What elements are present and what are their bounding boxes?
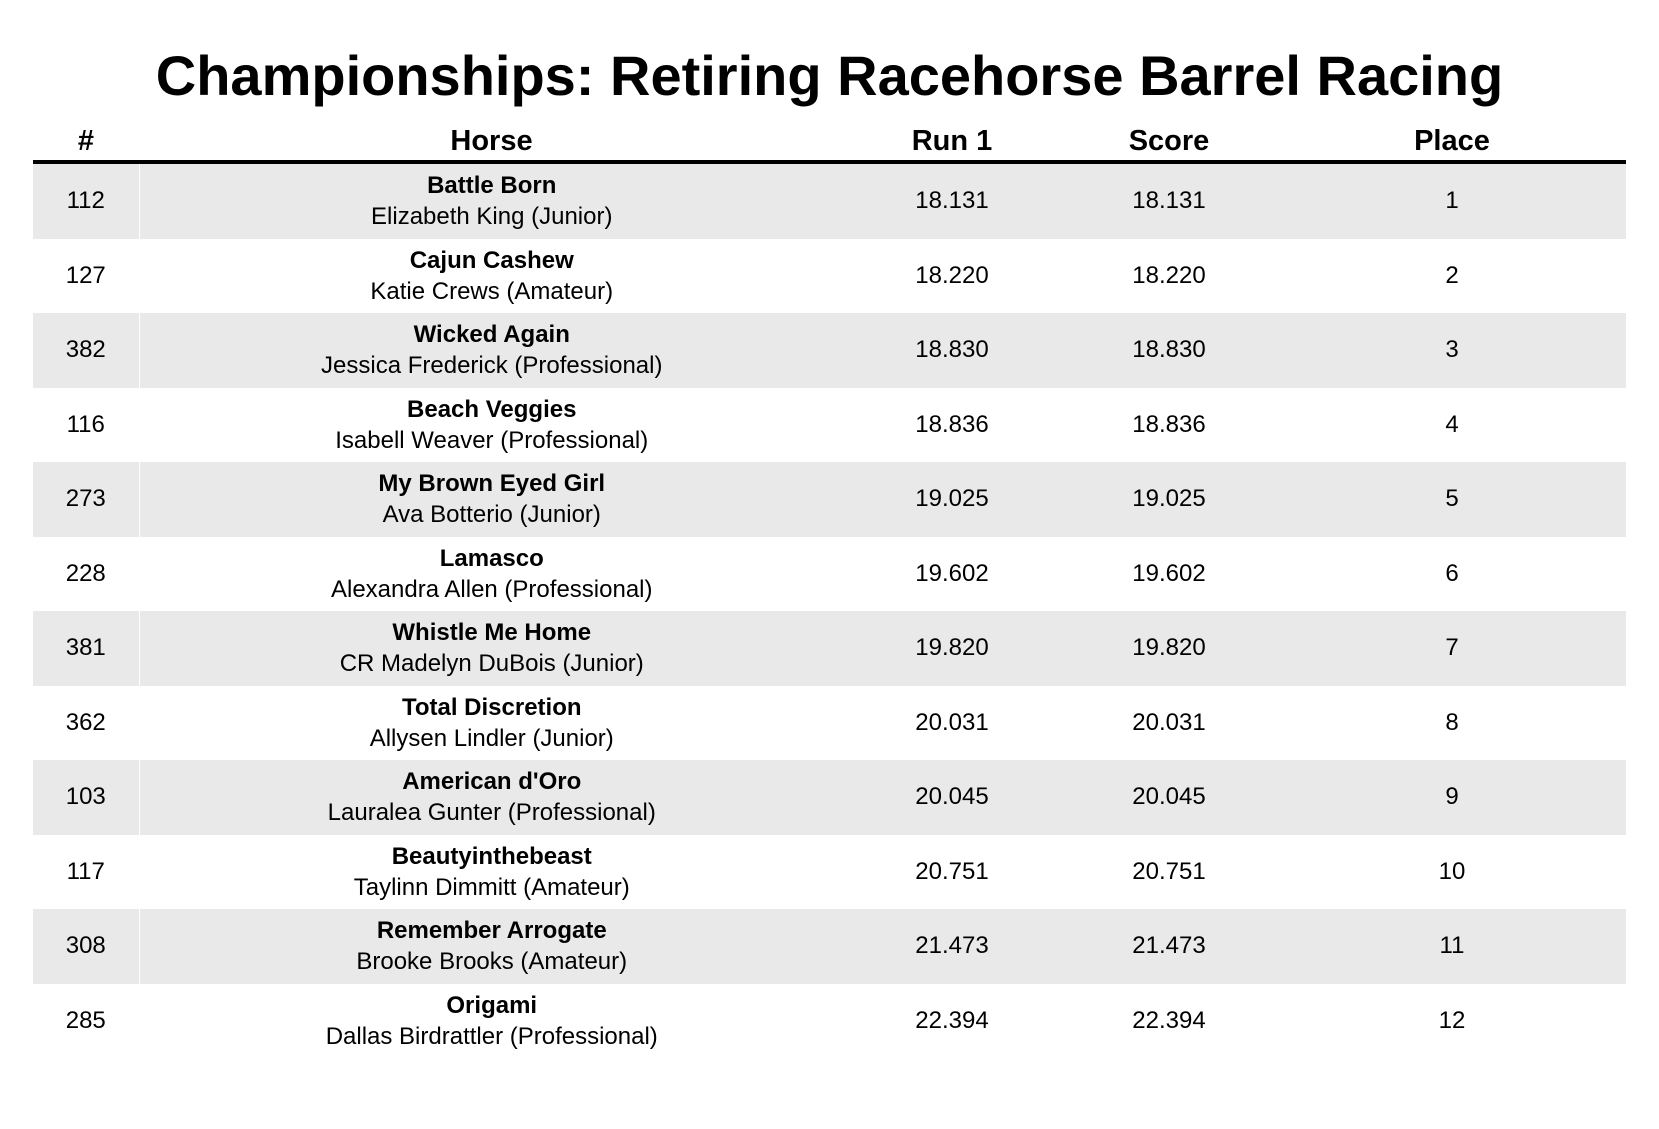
rider-name: Isabell Weaver (Professional) [335,426,649,454]
place-value: 10 [1438,857,1466,885]
horse-cell [139,686,844,761]
rider-name: Elizabeth King (Junior) [371,203,613,231]
table-header-row [33,114,1626,162]
run-1-time: 21.473 [844,909,1060,984]
horse-name: Origami [446,991,538,1019]
run-1-time: 18.836 [915,410,989,438]
score-value: 20.045 [1060,760,1278,835]
table-row [33,909,1626,984]
table-row [33,835,1626,910]
score-value: 20.031 [1132,708,1206,736]
horse-cell [139,909,844,984]
score-value: 18.131 [1060,162,1278,239]
page-title: Championships: Retiring Racehorse Barrel Racing [155,44,1504,107]
run-1-time: 18.131 [844,162,1060,239]
column-header-score: Score [1060,114,1278,162]
entry-number: 382 [33,313,139,388]
entry-number: 285 [33,984,139,1059]
table-row [33,611,1626,686]
column-header-run-1: Run 1 [844,114,1060,162]
column-header-horse: Horse [139,114,844,162]
horse-cell [139,239,844,314]
rider-name: Jessica Frederick (Professional) [321,352,663,380]
score-value: 19.025 [1060,462,1278,537]
place-value: 7 [1278,611,1626,686]
horse-name: Lamasco [439,544,544,572]
horse-cell [139,537,844,612]
run-1-time: 22.394 [915,1006,989,1034]
run-1-time: 20.751 [915,857,989,885]
table-row [33,462,1626,537]
rider-name: Lauralea Gunter (Professional) [327,799,656,827]
horse-name: Remember Arrogate [376,917,607,945]
place-value: 4 [1445,410,1459,438]
table-row [33,984,1626,1059]
score-value: 22.394 [1132,1006,1206,1034]
place-value: 3 [1278,313,1626,388]
entry-number: 308 [33,909,139,984]
place-value: 6 [1445,559,1459,587]
horse-name: Total Discretion [401,693,582,721]
run-1-time: 19.602 [915,559,989,587]
table-row [33,162,1626,239]
entry-number: 117 [33,835,139,910]
score-value: 20.751 [1132,857,1206,885]
run-1-time: 20.031 [915,708,989,736]
entry-number: 103 [33,760,139,835]
horse-name: American d'Oro [402,768,582,796]
horse-cell [139,760,844,835]
place-value: 11 [1278,909,1626,984]
score-value: 19.602 [1132,559,1206,587]
entry-number: 273 [33,462,139,537]
horse-cell [139,984,844,1059]
horse-name: Cajun Cashew [409,246,574,274]
table-row [33,537,1626,612]
table-row [33,313,1626,388]
results-table [33,114,1626,1058]
run-1-time: 19.820 [844,611,1060,686]
rider-name: Ava Botterio (Junior) [382,501,601,529]
column-header-place: Place [1278,114,1626,162]
entry-number: 381 [33,611,139,686]
horse-cell [139,388,844,463]
score-value: 18.220 [1132,261,1206,289]
rider-name: Allysen Lindler (Junior) [369,724,614,752]
score-value: 18.830 [1060,313,1278,388]
entry-number: 112 [33,162,139,239]
rider-name: Taylinn Dimmitt (Amateur) [353,873,630,901]
run-1-time: 19.025 [844,462,1060,537]
table-row [33,239,1626,314]
rider-name: Katie Crews (Amateur) [370,277,614,305]
horse-cell [139,462,844,537]
entry-number: 228 [33,537,139,612]
entry-number: 127 [33,239,139,314]
entry-number: 362 [33,686,139,761]
place-value: 8 [1445,708,1459,736]
results-body [33,162,1626,1058]
run-1-time: 18.830 [844,313,1060,388]
place-value: 5 [1278,462,1626,537]
horse-cell [139,611,844,686]
horse-name: My Brown Eyed Girl [378,470,606,498]
rider-name: Alexandra Allen (Professional) [330,575,653,603]
score-value: 21.473 [1060,909,1278,984]
score-value: 18.836 [1132,410,1206,438]
table-row [33,760,1626,835]
horse-cell [139,313,844,388]
horse-name: Battle Born [427,172,557,200]
run-1-time: 20.045 [844,760,1060,835]
rider-name: CR Madelyn DuBois (Junior) [339,650,644,678]
place-value: 1 [1278,162,1626,239]
entry-number: 116 [33,388,139,463]
place-value: 9 [1278,760,1626,835]
place-value: 12 [1438,1006,1466,1034]
place-value: 2 [1445,261,1459,289]
table-row [33,686,1626,761]
rider-name: Dallas Birdrattler (Professional) [325,1022,658,1050]
column-header-number: # [33,114,139,162]
rider-name: Brooke Brooks (Amateur) [356,948,628,976]
table-row [33,388,1626,463]
run-1-time: 18.220 [915,261,989,289]
horse-name: Wicked Again [413,321,570,349]
horse-name: Beautyinthebeast [391,842,592,870]
score-value: 19.820 [1060,611,1278,686]
horse-name: Beach Veggies [407,395,577,423]
horse-cell [139,835,844,910]
horse-cell [139,162,844,239]
horse-name: Whistle Me Home [392,619,592,647]
